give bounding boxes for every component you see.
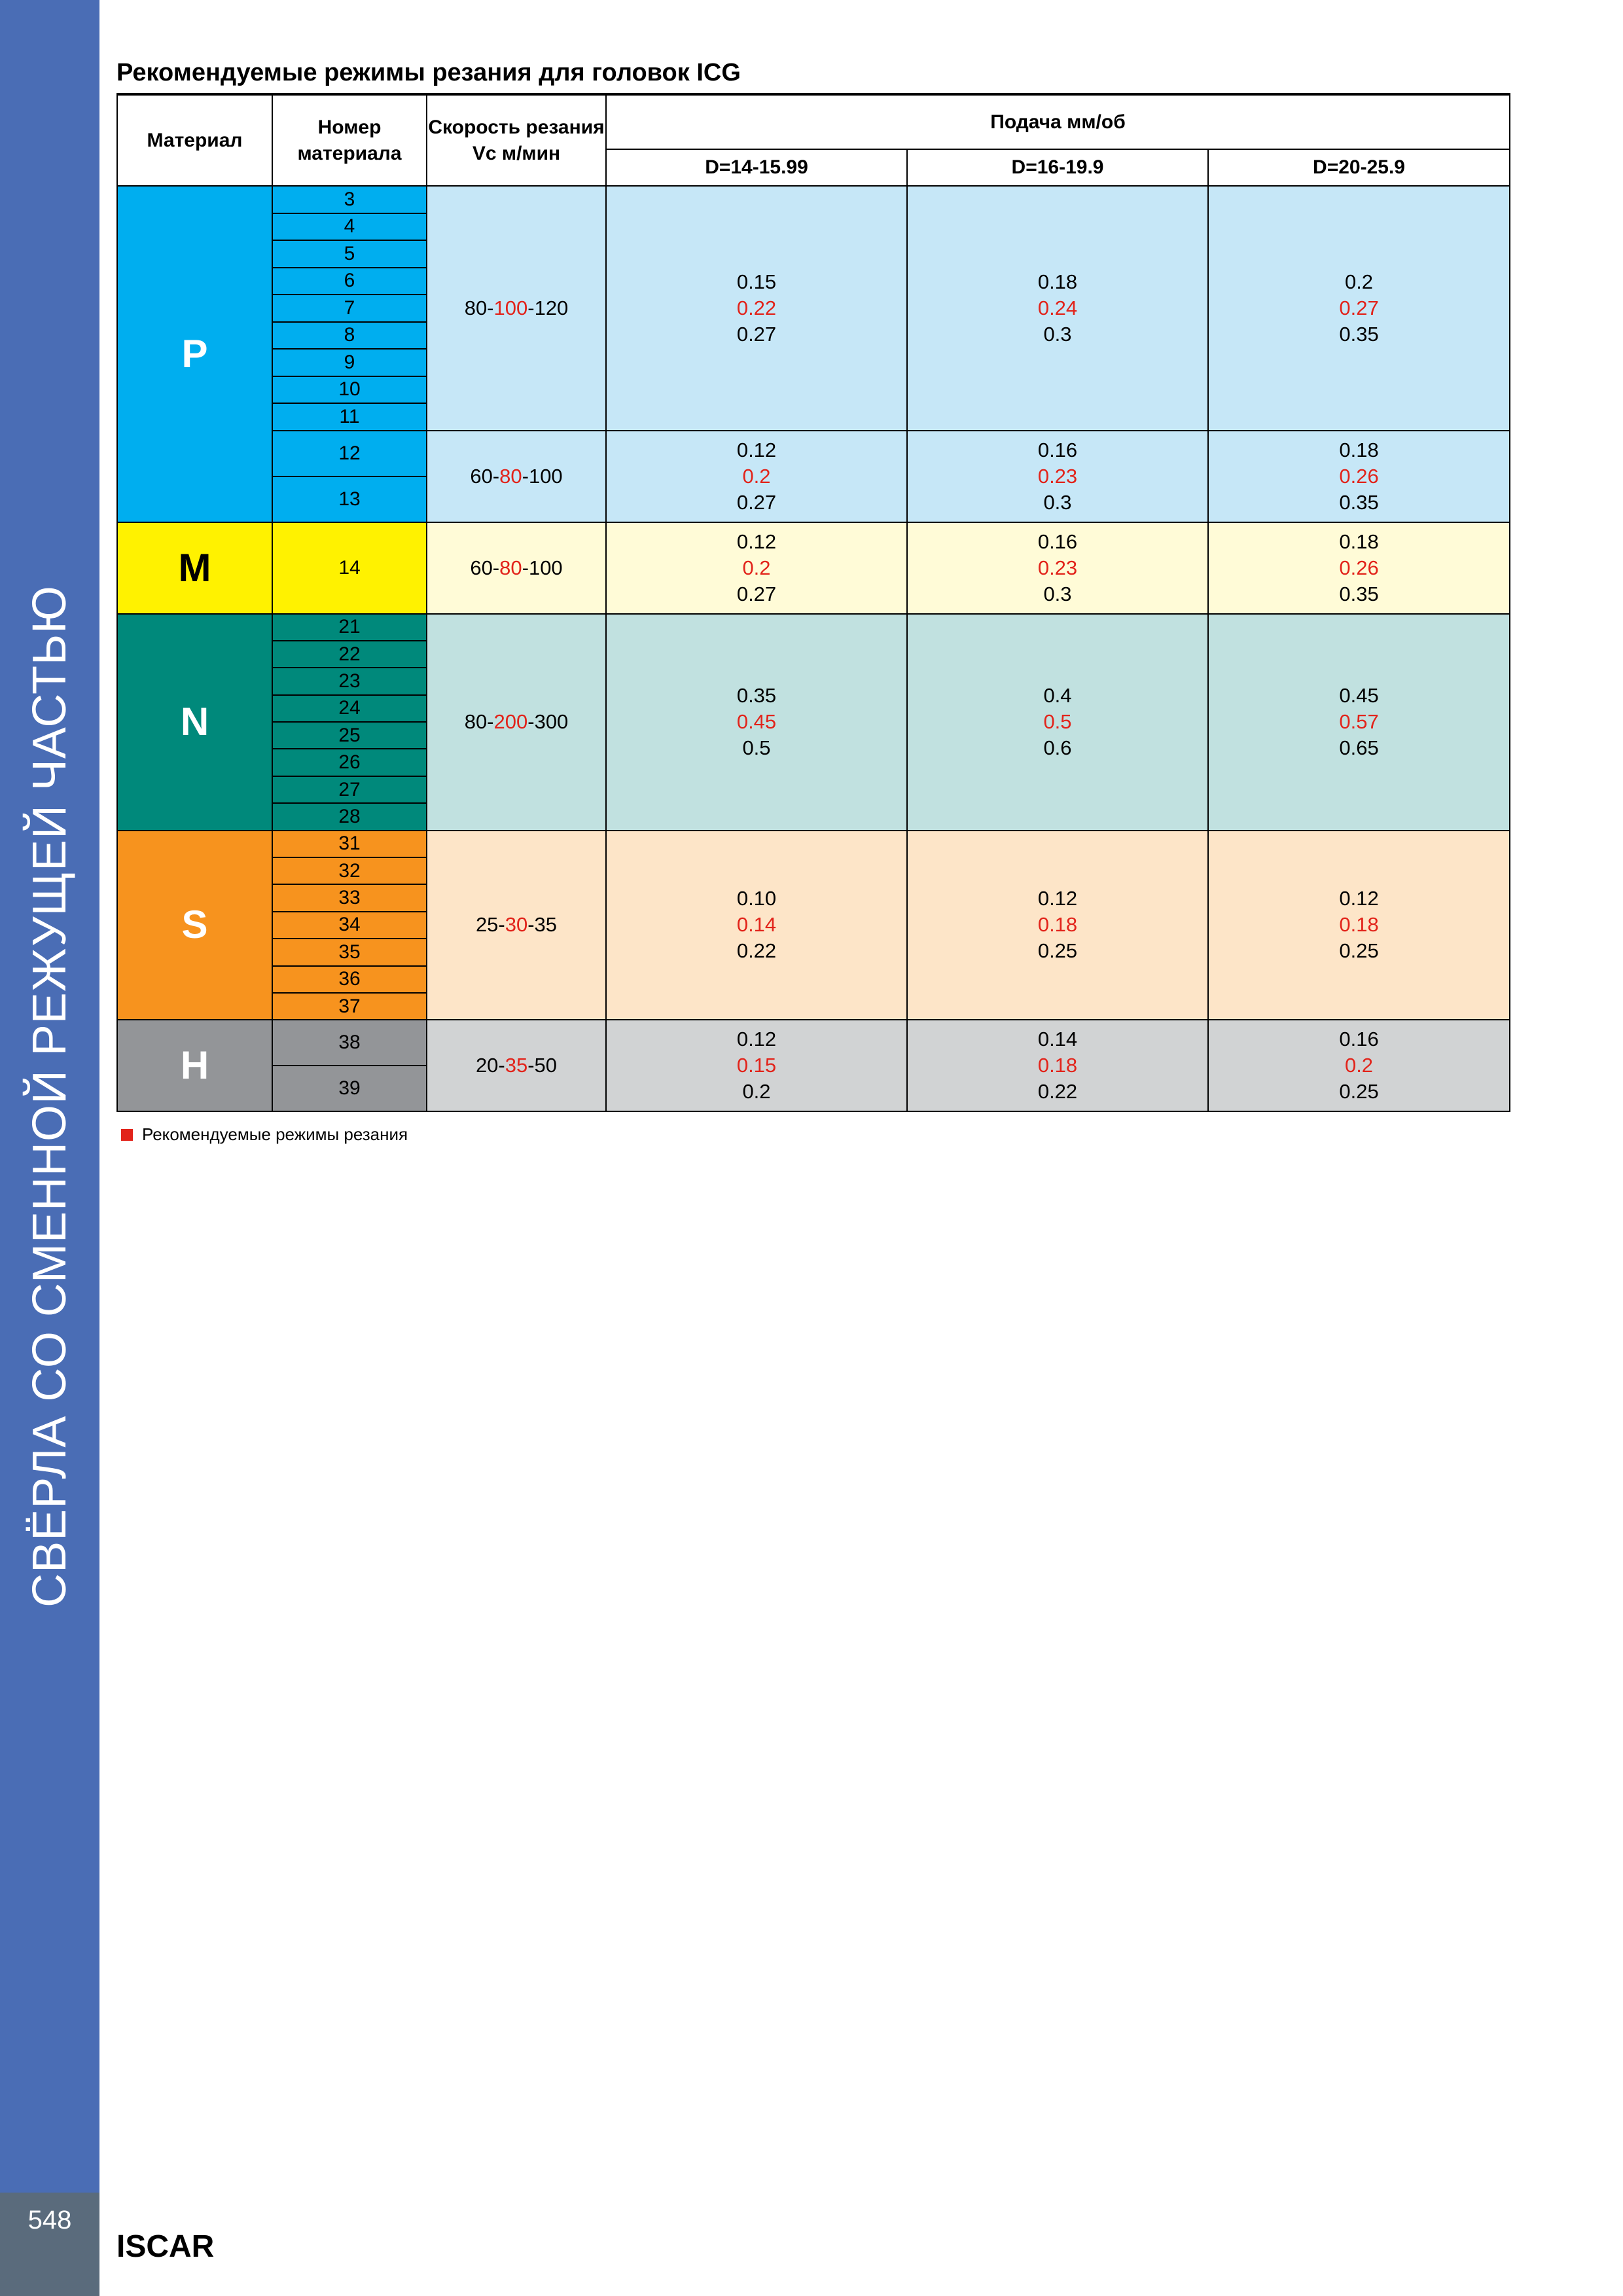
legend: [121, 1124, 408, 1145]
speed-recommended: 30: [505, 913, 528, 937]
feed-max: 0.35: [1339, 490, 1379, 514]
material-number: 3: [272, 186, 427, 213]
cutting-data-table-wrap: [116, 93, 1509, 1112]
speed-limit: 80-: [464, 710, 494, 734]
feed-max: 0.3: [1043, 490, 1072, 514]
brand-logo-text: ISCAR: [116, 2229, 215, 2264]
cutting-speed: [427, 186, 606, 431]
header-material-number: Номер материала: [272, 94, 427, 186]
feed-recommended: 0.2: [1344, 1054, 1374, 1077]
feed-min: 0.14: [1037, 1028, 1078, 1051]
feed-min: 0.12: [736, 529, 777, 553]
material-number: 21: [272, 614, 427, 641]
feed-cell-d3: [1208, 522, 1510, 614]
feed-min: 0.12: [736, 1028, 777, 1051]
feed-min: 0.16: [1037, 529, 1078, 553]
feed-cell-d2: [907, 431, 1208, 522]
material-number: 7: [272, 295, 427, 322]
feed-min: 0.12: [736, 438, 777, 461]
material-number: 37: [272, 993, 427, 1020]
speed-recommended: 100: [493, 296, 528, 319]
material-number: 12: [272, 431, 427, 476]
material-number: 32: [272, 857, 427, 884]
feed-min: 0.35: [736, 684, 777, 708]
feed-min: 0.12: [1037, 887, 1078, 910]
feed-recommended: 0.26: [1339, 464, 1379, 488]
feed-recommended: 0.14: [736, 913, 777, 937]
material-number: 34: [272, 912, 427, 939]
feed-cell-d3: [1208, 186, 1510, 431]
speed-limit: 60-: [470, 464, 500, 488]
speed-limit: 20-: [475, 1054, 505, 1077]
material-number: 13: [272, 476, 427, 522]
header-feed: Подача мм/об: [606, 94, 1510, 149]
material-number: 24: [272, 695, 427, 722]
cutting-speed: [427, 614, 606, 831]
feed-min: 0.18: [1339, 529, 1379, 553]
speed-limit: -100: [522, 464, 563, 488]
cutting-speed: [427, 431, 606, 522]
feed-recommended: 0.23: [1037, 464, 1078, 488]
material-number: 26: [272, 749, 427, 776]
material-number: 39: [272, 1066, 427, 1111]
feed-max: 0.25: [1339, 939, 1379, 963]
material-number: 4: [272, 213, 427, 241]
header-d3: D=20-25.9: [1208, 149, 1510, 186]
table-row: [117, 614, 1510, 641]
table-row: [117, 522, 1510, 614]
material-number: 10: [272, 376, 427, 404]
feed-recommended: 0.5: [1043, 710, 1072, 734]
speed-recommended: 80: [499, 556, 522, 579]
material-group-h: H: [117, 1020, 272, 1111]
feed-min: 0.16: [1037, 438, 1078, 461]
feed-recommended: 0.18: [1037, 913, 1078, 937]
speed-limit: 25-: [475, 913, 505, 937]
feed-max: 0.6: [1043, 736, 1072, 760]
feed-min: 0.15: [736, 270, 777, 293]
feed-max: 0.25: [1339, 1080, 1379, 1103]
feed-recommended: 0.2: [742, 556, 771, 579]
cutting-speed: [427, 522, 606, 614]
feed-recommended: 0.18: [1339, 913, 1379, 937]
material-number: 33: [272, 884, 427, 911]
table-row: [117, 1020, 1510, 1066]
material-number: 6: [272, 268, 427, 295]
material-number: 27: [272, 776, 427, 803]
material-number: 23: [272, 668, 427, 694]
feed-max: 0.35: [1339, 322, 1379, 346]
speed-recommended: 200: [493, 710, 528, 734]
table-body: [117, 186, 1510, 1111]
feed-min: 0.10: [736, 887, 777, 910]
material-number: 28: [272, 803, 427, 830]
feed-max: 0.65: [1339, 736, 1379, 760]
feed-recommended: 0.15: [736, 1054, 777, 1077]
speed-limit: -120: [527, 296, 569, 319]
feed-max: 0.27: [736, 322, 777, 346]
speed-limit: 80-: [464, 296, 494, 319]
table-row: [117, 186, 1510, 213]
material-number: 31: [272, 831, 427, 857]
feed-recommended: 0.2: [742, 464, 771, 488]
material-number: 8: [272, 322, 427, 350]
feed-max: 0.35: [1339, 582, 1379, 605]
feed-max: 0.3: [1043, 582, 1072, 605]
cutting-data-table: [116, 93, 1510, 1112]
material-number: 11: [272, 403, 427, 431]
feed-cell-d1: [606, 431, 907, 522]
material-number: 25: [272, 722, 427, 749]
feed-min: 0.18: [1339, 438, 1379, 461]
speed-limit: 60-: [470, 556, 500, 579]
feed-recommended: 0.24: [1037, 296, 1078, 319]
feed-cell-d1: [606, 831, 907, 1020]
feed-min: 0.45: [1339, 684, 1379, 708]
feed-cell-d2: [907, 1020, 1208, 1111]
feed-min: 0.16: [1339, 1028, 1379, 1051]
feed-cell-d3: [1208, 1020, 1510, 1111]
material-group-s: S: [117, 831, 272, 1020]
material-group-p: P: [117, 186, 272, 522]
feed-max: 0.25: [1037, 939, 1078, 963]
speed-limit: -50: [527, 1054, 558, 1077]
feed-max: 0.2: [742, 1080, 771, 1103]
feed-cell-d2: [907, 614, 1208, 831]
feed-min: 0.4: [1043, 684, 1072, 708]
feed-cell-d3: [1208, 614, 1510, 831]
speed-recommended: 35: [505, 1054, 528, 1077]
feed-cell-d2: [907, 831, 1208, 1020]
feed-max: 0.5: [742, 736, 771, 760]
page-number: 548: [0, 2193, 99, 2296]
feed-max: 0.27: [736, 582, 777, 605]
feed-recommended: 0.23: [1037, 556, 1078, 579]
header-d1: D=14-15.99: [606, 149, 907, 186]
material-number: 36: [272, 966, 427, 993]
material-number: 38: [272, 1020, 427, 1066]
feed-cell-d3: [1208, 431, 1510, 522]
legend-red-square-icon: [121, 1129, 133, 1141]
feed-max: 0.27: [736, 490, 777, 514]
material-group-m: M: [117, 522, 272, 614]
cutting-speed: [427, 1020, 606, 1111]
feed-recommended: 0.27: [1339, 296, 1379, 319]
legend-text: Рекомендуемые режимы резания: [142, 1124, 408, 1144]
feed-recommended: 0.57: [1339, 710, 1379, 734]
feed-cell-d1: [606, 522, 907, 614]
feed-recommended: 0.45: [736, 710, 777, 734]
table-row: [117, 831, 1510, 857]
feed-cell-d1: [606, 614, 907, 831]
material-number: 22: [272, 641, 427, 668]
speed-limit: -100: [522, 556, 563, 579]
feed-cell-d1: [606, 186, 907, 431]
cutting-speed: [427, 831, 606, 1020]
header-material: Материал: [117, 94, 272, 186]
sidebar: [0, 0, 99, 2193]
feed-recommended: 0.18: [1037, 1054, 1078, 1077]
header-speed: Скорость резания Vc м/мин: [427, 94, 606, 186]
header-d2: D=16-19.9: [907, 149, 1208, 186]
feed-max: 0.3: [1043, 322, 1072, 346]
material-number: 14: [272, 522, 427, 614]
speed-limit: -300: [527, 710, 569, 734]
feed-max: 0.22: [736, 939, 777, 963]
material-group-n: N: [117, 614, 272, 831]
feed-recommended: 0.26: [1339, 556, 1379, 579]
material-number: 5: [272, 240, 427, 268]
table-row: [117, 431, 1510, 476]
speed-recommended: 80: [499, 464, 522, 488]
feed-cell-d2: [907, 522, 1208, 614]
feed-max: 0.22: [1037, 1080, 1078, 1103]
feed-cell-d3: [1208, 831, 1510, 1020]
sidebar-title: СВЁРЛА СО СМЕННОЙ РЕЖУЩЕЙ ЧАСТЬЮ: [24, 585, 76, 1607]
feed-min: 0.2: [1344, 270, 1374, 293]
feed-recommended: 0.22: [736, 296, 777, 319]
page-title: Рекомендуемые режимы резания для головок ICG: [116, 59, 741, 86]
material-number: 35: [272, 939, 427, 965]
material-number: 9: [272, 349, 427, 376]
speed-limit: -35: [527, 913, 558, 937]
feed-min: 0.18: [1037, 270, 1078, 293]
feed-cell-d1: [606, 1020, 907, 1111]
feed-min: 0.12: [1339, 887, 1379, 910]
feed-cell-d2: [907, 186, 1208, 431]
